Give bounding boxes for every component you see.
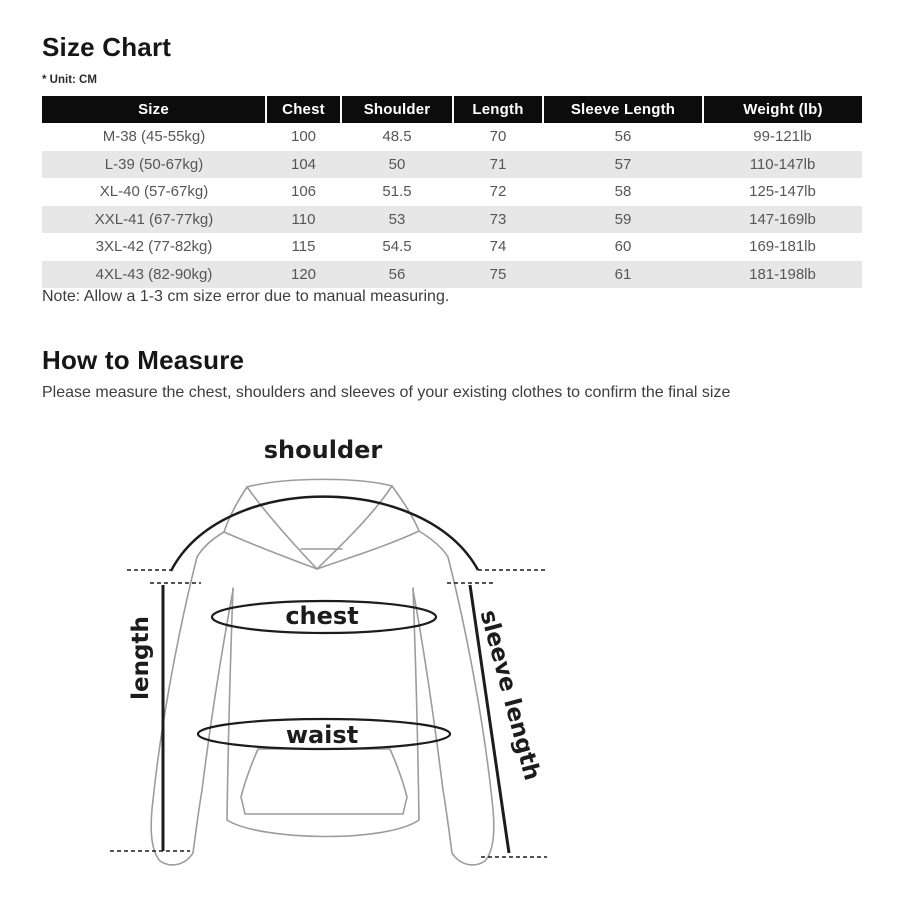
cell-length: 74 xyxy=(489,238,507,256)
cell-sleeve: 56 xyxy=(614,128,632,146)
size-chart-title: Size Chart xyxy=(42,32,172,62)
cell-weight: 181-198lb xyxy=(749,265,816,283)
col-chest: Chest xyxy=(266,96,341,123)
cell-size: M-38 (45-55kg) xyxy=(102,128,206,146)
shoulder-label: shoulder xyxy=(263,436,383,464)
cell-weight: 125-147lb xyxy=(749,183,816,201)
cell-sleeve: 58 xyxy=(614,183,632,201)
table-row xyxy=(42,261,862,289)
cell-shoulder: 53 xyxy=(388,210,406,228)
cell-length: 71 xyxy=(489,155,507,173)
cell-sleeve: 59 xyxy=(614,210,632,228)
col-weight: Weight (lb) xyxy=(703,96,862,123)
cell-weight: 110-147lb xyxy=(749,155,816,173)
how-to-measure-description: Please measure the chest, shoulders and sleeves of your existing clothes to confirm the final size xyxy=(42,384,731,401)
cell-shoulder: 48.5 xyxy=(382,128,412,146)
cell-shoulder: 54.5 xyxy=(382,238,412,256)
how-to-measure-title: How to Measure xyxy=(42,345,245,375)
cell-length: 72 xyxy=(489,183,507,201)
col-size: Size xyxy=(42,96,266,123)
cell-length: 70 xyxy=(489,128,507,146)
col-sleeve-length: Sleeve Length xyxy=(543,96,703,123)
cell-size: L-39 (50-67kg) xyxy=(104,155,204,173)
table-row xyxy=(42,178,862,206)
cell-weight: 169-181lb xyxy=(749,238,816,256)
measurement-marks xyxy=(110,497,547,857)
cell-size: XXL-41 (67-77kg) xyxy=(94,210,214,228)
cell-sleeve: 61 xyxy=(614,265,632,283)
cell-length: 75 xyxy=(489,265,507,283)
cell-weight: 147-169lb xyxy=(749,210,816,228)
cell-length: 73 xyxy=(489,210,507,228)
table-row xyxy=(42,233,862,261)
cell-chest: 110 xyxy=(291,210,316,228)
cell-shoulder: 51.5 xyxy=(382,183,412,201)
cell-chest: 100 xyxy=(290,128,317,146)
hoodie-measure-diagram xyxy=(0,420,900,900)
sleeve-length-label: sleeve length xyxy=(474,607,545,784)
table-row xyxy=(42,123,862,151)
table-row xyxy=(42,151,862,179)
cell-chest: 106 xyxy=(290,183,317,201)
cell-shoulder: 56 xyxy=(388,265,406,283)
cell-size: 3XL-42 (77-82kg) xyxy=(95,238,213,256)
size-table-header xyxy=(42,96,862,123)
table-row xyxy=(42,206,862,234)
cell-shoulder: 50 xyxy=(388,155,406,173)
cell-weight: 99-121lb xyxy=(753,128,812,146)
shoulder-arc xyxy=(171,497,478,571)
size-table-body xyxy=(42,123,862,288)
col-length: Length xyxy=(453,96,543,123)
col-shoulder: Shoulder xyxy=(341,96,453,123)
size-error-note: Note: Allow a 1-3 cm size error due to manual measuring. xyxy=(42,288,450,305)
header-row xyxy=(42,96,862,123)
length-label: length xyxy=(128,616,154,700)
cell-sleeve: 57 xyxy=(614,155,632,173)
cell-chest: 115 xyxy=(291,238,316,256)
unit-note: * Unit: CM xyxy=(42,74,97,86)
cell-chest: 104 xyxy=(290,155,317,173)
cell-sleeve: 60 xyxy=(614,238,632,256)
chest-label: chest xyxy=(285,602,359,630)
hoodie-outline xyxy=(151,479,494,865)
waist-label: waist xyxy=(285,721,359,749)
cell-size: XL-40 (57-67kg) xyxy=(99,183,209,201)
cell-size: 4XL-43 (82-90kg) xyxy=(95,265,213,283)
size-chart-table xyxy=(42,96,862,288)
cell-chest: 120 xyxy=(290,265,317,283)
